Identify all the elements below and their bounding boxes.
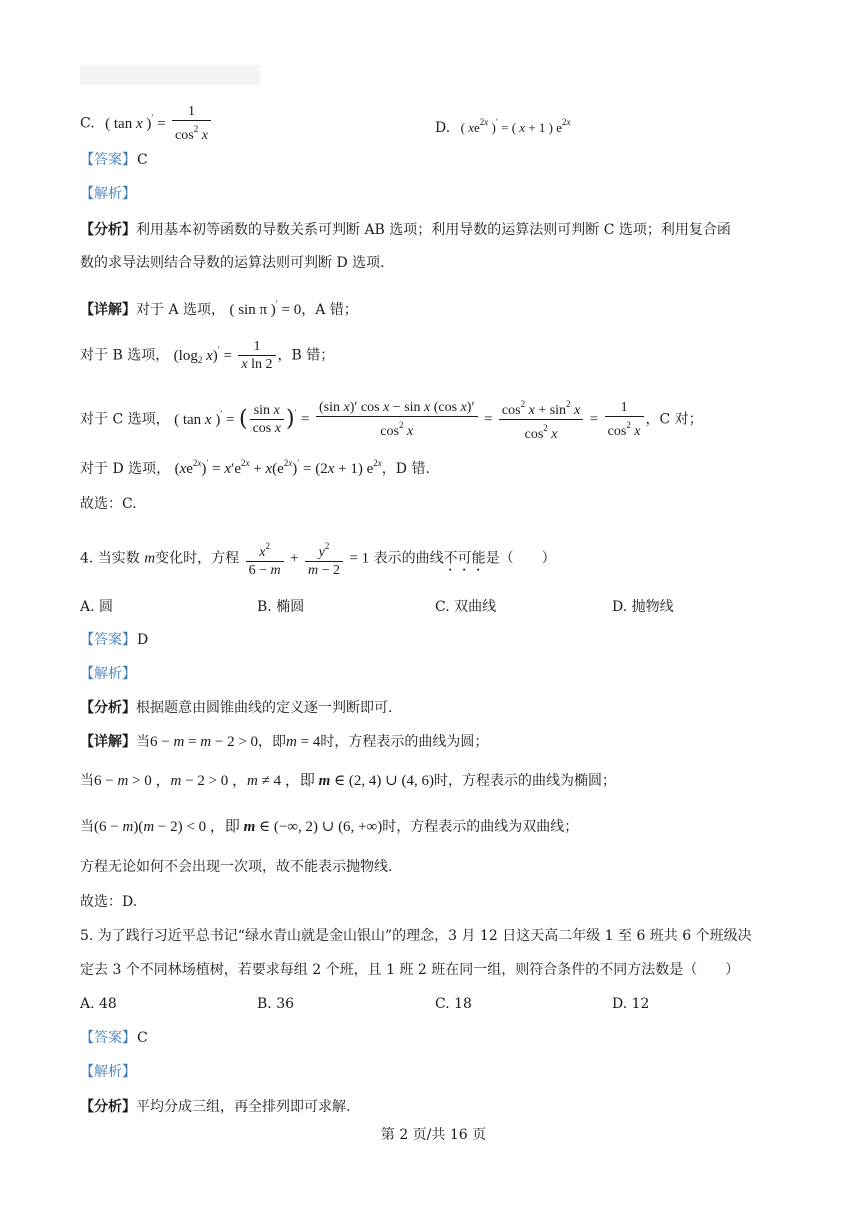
- fenxi-tag: 【分析】: [80, 222, 136, 238]
- line-suffix: ，D 错.: [381, 461, 430, 477]
- q4-detail-2: 当6 − m > 0 ，m − 2 > 0 ，m ≠ 4 ，即 m ∈ (2, 4) ∪ (4, 6)时，方程表示的曲线为椭圆；: [80, 773, 616, 789]
- q4-fenxi: [80, 698, 392, 718]
- q5-option-a: A. 48: [80, 996, 117, 1012]
- q3-answer: C: [137, 152, 148, 168]
- line-prefix: 对于 D 选项，: [80, 461, 171, 477]
- line-prefix: 对于 B 选项，: [80, 347, 170, 364]
- line-prefix: 当: [80, 819, 94, 835]
- option-label: C.: [80, 115, 95, 132]
- line-prefix: 当: [136, 734, 150, 750]
- q4-choice: 故选：D.: [80, 894, 138, 910]
- line-prefix: 对于 C 选项，: [80, 411, 170, 428]
- fenxi-tag: 【分析】: [80, 700, 136, 716]
- stem-prefix: 4. 当实数: [80, 550, 140, 567]
- q5-answer-tag: 【答案】: [80, 1030, 136, 1046]
- q5-analysis-tag: 【解析】: [80, 1064, 136, 1080]
- q4-analysis-tag: 【解析】: [80, 666, 136, 682]
- line-suffix: ，B 错；: [277, 347, 335, 364]
- line-mid: ，即: [258, 734, 287, 750]
- q3-option-c: C. ( tan x )′ = $\frac{1}{\cos^2 x}$: [80, 103, 213, 144]
- q5-answer: C: [137, 1030, 148, 1046]
- q3-fenxi-line1: [80, 220, 731, 240]
- q5-stem-line2: 定去 3 个不同林场植树，若要求每组 2 个班，且 1 班 2 班在同一组，则符合条件的不同方法数是（ ）: [80, 962, 740, 978]
- q4-option-a: A. 圆: [80, 599, 114, 615]
- line-prefix: 当: [80, 773, 94, 789]
- q4-option-b: B. 椭圆: [257, 599, 305, 615]
- fenxi-text: 平均分成三组，再全排列即可求解.: [136, 1099, 351, 1115]
- q5-option-d: D. 12: [612, 996, 650, 1012]
- q5-option-c: C. 18: [435, 996, 472, 1012]
- q4-detail-1: 【详解】当6 − m = m − 2 > 0，即m = 4时，方程表示的曲线为圆；: [80, 734, 489, 750]
- line-suffix: 时，方程表示的曲线为椭圆；: [433, 773, 616, 789]
- line-suffix: 时，方程表示的曲线为圆；: [320, 734, 489, 750]
- option-label: D.: [435, 120, 451, 136]
- q4-answer: D: [137, 632, 149, 648]
- xiangjie-tag: 【详解】: [80, 302, 136, 318]
- fenxi-text: 利用基本初等函数的导数关系可判断 AB 选项；利用导数的运算法则可判断 C 选项；利用复合函: [136, 222, 731, 238]
- page-footer: 第 2 页/共 16 页: [380, 1127, 487, 1143]
- q4-answer-tag: 【答案】: [80, 632, 136, 648]
- q3-fenxi-line2: 数的求导法则结合导数的运算法则可判断 D 选项.: [80, 255, 385, 271]
- scan-artifact: [80, 65, 260, 85]
- q3-detail-a: 【详解】对于 A 选项， ( sin π )′ = 0，A 错；: [80, 299, 358, 318]
- q4-detail-3: 当(6 − m)(m − 2) < 0 ，即 m ∈ (−∞, 2) ∪ (6, +∞)时，方程表示的曲线为双曲线；: [80, 819, 579, 835]
- q3-analysis-tag: 【解析】: [80, 186, 136, 202]
- xiangjie-tag: 【详解】: [80, 734, 136, 750]
- line-suffix: 时，方程表示的曲线为双曲线；: [382, 819, 579, 835]
- stem-emphasis: 不可能: [443, 550, 486, 567]
- line-suffix: ，C 对；: [645, 411, 703, 428]
- stem-mid: 变化时，方程: [155, 550, 240, 567]
- q5-stem-line1: 5. 为了践行习近平总书记“绿水青山就是金山银山”的理念，3 月 12 日这天高二年级 1 至 6 班共 6 个班级决: [80, 928, 752, 944]
- q5-fenxi: [80, 1097, 350, 1117]
- q5-option-b: B. 36: [257, 996, 295, 1012]
- q3-answer-tag: 【答案】: [80, 152, 136, 168]
- q3-detail-d: 对于 D 选项， $(xe^{2x})' = x'e^{2x} + x(e^{2x})' = (2x + 1)$ $e^{2x}$，D 错.: [80, 458, 430, 477]
- q4-option-c: C. 双曲线: [435, 599, 497, 615]
- q4-stem: 4. 当实数 m变化时，方程 $\frac{x^2}{6 - m}$ + $\frac{y^2}{m - 2}$ = 1 表示的曲线不可能是（ ）: [80, 541, 556, 578]
- q3-option-d: D. ( $xe^{2x}$ )′ = ( x + 1 ) $e^{2x}$: [435, 117, 571, 136]
- line-prefix: 对于 A 选项，: [136, 302, 226, 318]
- q4-detail-4: 方程无论如何不会出现一次项，故不能表示抛物线.: [80, 859, 393, 875]
- fenxi-tag: 【分析】: [80, 1099, 136, 1115]
- q4-option-d: D. 抛物线: [612, 599, 674, 615]
- stem-end: 是（ ）: [485, 550, 556, 567]
- line-suffix: ，A 错；: [301, 302, 358, 318]
- q3-choice: 故选：C.: [80, 496, 137, 512]
- fenxi-text: 根据题意由圆锥曲线的定义逐一判断即可.: [136, 700, 393, 716]
- q3-detail-c: 对于 C 选项， ( tan x )′ = ( $\frac{\text{sin x}}{\text{cos x}}$ )′ = $\frac{\text{(sin x)′ cos x − sin x (cos x)′}}{\cos^2 x}$ = $\frac{\cos^2 x + \sin^2 x}{\cos^2 x}$ = $\frac{1}{\cos^2 x}$ ，C 对；: [80, 399, 703, 442]
- q3-detail-b: 对于 B 选项， ($\log_2$ x)′ = $\frac{1}{\text{x ln 2}}$ ，B 错；: [80, 339, 335, 372]
- stem-suffix: 表示的曲线: [373, 550, 444, 567]
